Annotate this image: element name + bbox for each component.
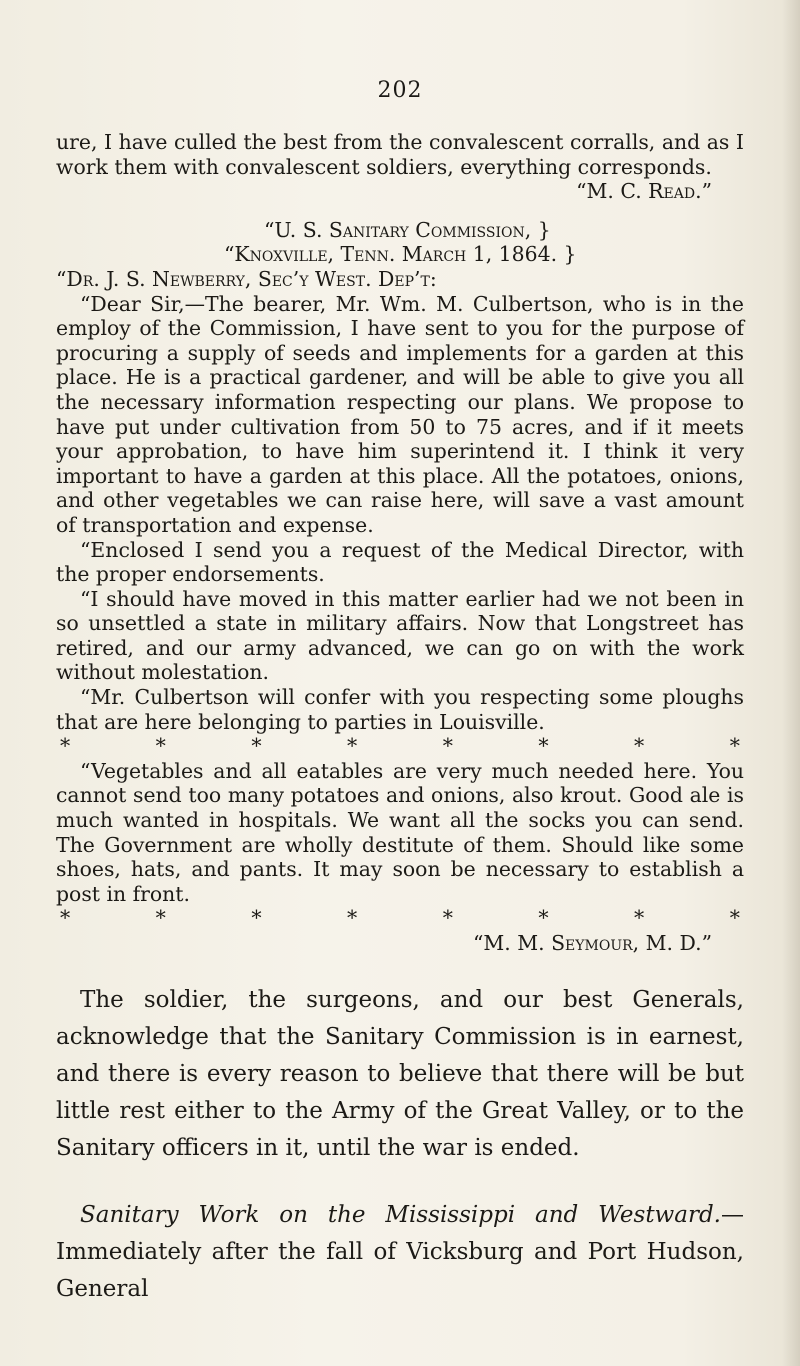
opening-signature: “M. C. Read.”	[576, 179, 712, 204]
star: *	[538, 906, 549, 931]
star: *	[538, 734, 549, 759]
star: *	[347, 734, 358, 759]
star: *	[442, 906, 453, 931]
star: *	[251, 734, 262, 759]
ellipsis-stars	[56, 906, 744, 931]
letter-header-org: “U. S. Sanitary Commission, }	[264, 217, 551, 242]
letter-block	[56, 130, 744, 956]
star: *	[347, 906, 358, 931]
star: *	[729, 734, 740, 759]
star: *	[60, 906, 71, 931]
narrative-block	[56, 982, 744, 1308]
section-heading: Sanitary Work on the Mississippi and Westward.	[80, 1201, 721, 1228]
opening-paragraph: ure, I have culled the best from the convalescent corralls, and as I work them with convalescent soldiers, everything corresponds.	[56, 130, 744, 179]
letter-addressee: “Dr. J. S. Newberry, Sec’y West. Dep’t:	[56, 266, 437, 291]
letter-paragraph: “I should have moved in this matter earlier had we not been in so unsettled a state in military affairs. Now that Longstreet has retired, and our army advanced, we can go on with the work without molestation.	[56, 586, 744, 685]
star: *	[60, 734, 71, 759]
star: *	[634, 734, 645, 759]
star: *	[442, 734, 453, 759]
letter-paragraph: “Dear Sir,—The bearer, Mr. Wm. M. Culbertson, who is in the employ of the Commission, I have sent to you for the purpose of procuring a supply of seeds and implements for a garden at this place. He is a practical gardener, and will be able to give you all the necessary information respecting our plans. We propose to have put under cultivation from 50 to 75 acres, and if it meets your approbation, to have him superintend it. I think it very important to have a garden at this place. All the potatoes, onions, and other vegetables we can raise here, will save a vast amount of transportation and expense.	[56, 291, 744, 537]
letter-paragraph: “Mr. Culbertson will confer with you respecting some ploughs that are here belonging to parties in Louisville.	[56, 685, 744, 734]
ellipsis-stars	[56, 734, 744, 759]
page-body	[56, 130, 744, 1308]
letter-paragraph: “Vegetables and all eatables are very much needed here. You cannot send too many potatoes and onions, also krout. Good ale is much wanted in hospitals. We want all the socks you can send. The Government are wholly destitute of them. Should like some shoes, hats, and pants. It may soon be necessary to establish a post in front.	[56, 758, 744, 906]
page-number: 202	[377, 78, 423, 103]
closing-paragraph: The soldier, the surgeons, and our best Generals, acknowledge that the Sanitary Commission is in earnest, and there is every reason to believe that there will be but little rest either to the Army of the Great Valley, or to the Sanitary officers in it, until the war is ended.	[56, 986, 744, 1161]
letter-header-place-date: “Knoxville, Tenn. March 1, 1864. }	[224, 242, 577, 267]
letter-paragraph: “Enclosed I send you a request of the Medical Director, with the proper endorsements.	[56, 537, 744, 587]
page-edge-shadow	[782, 0, 800, 1366]
letter-signature: “M. M. Seymour, M. D.”	[472, 931, 712, 955]
star: *	[155, 906, 166, 931]
star: *	[729, 906, 740, 931]
star: *	[155, 734, 166, 759]
section-text: —Immediately after the fall of Vicksburg and Port Hudson, General	[56, 1201, 744, 1302]
star: *	[634, 906, 645, 931]
star: *	[251, 906, 262, 931]
section-paragraph	[56, 1197, 744, 1308]
